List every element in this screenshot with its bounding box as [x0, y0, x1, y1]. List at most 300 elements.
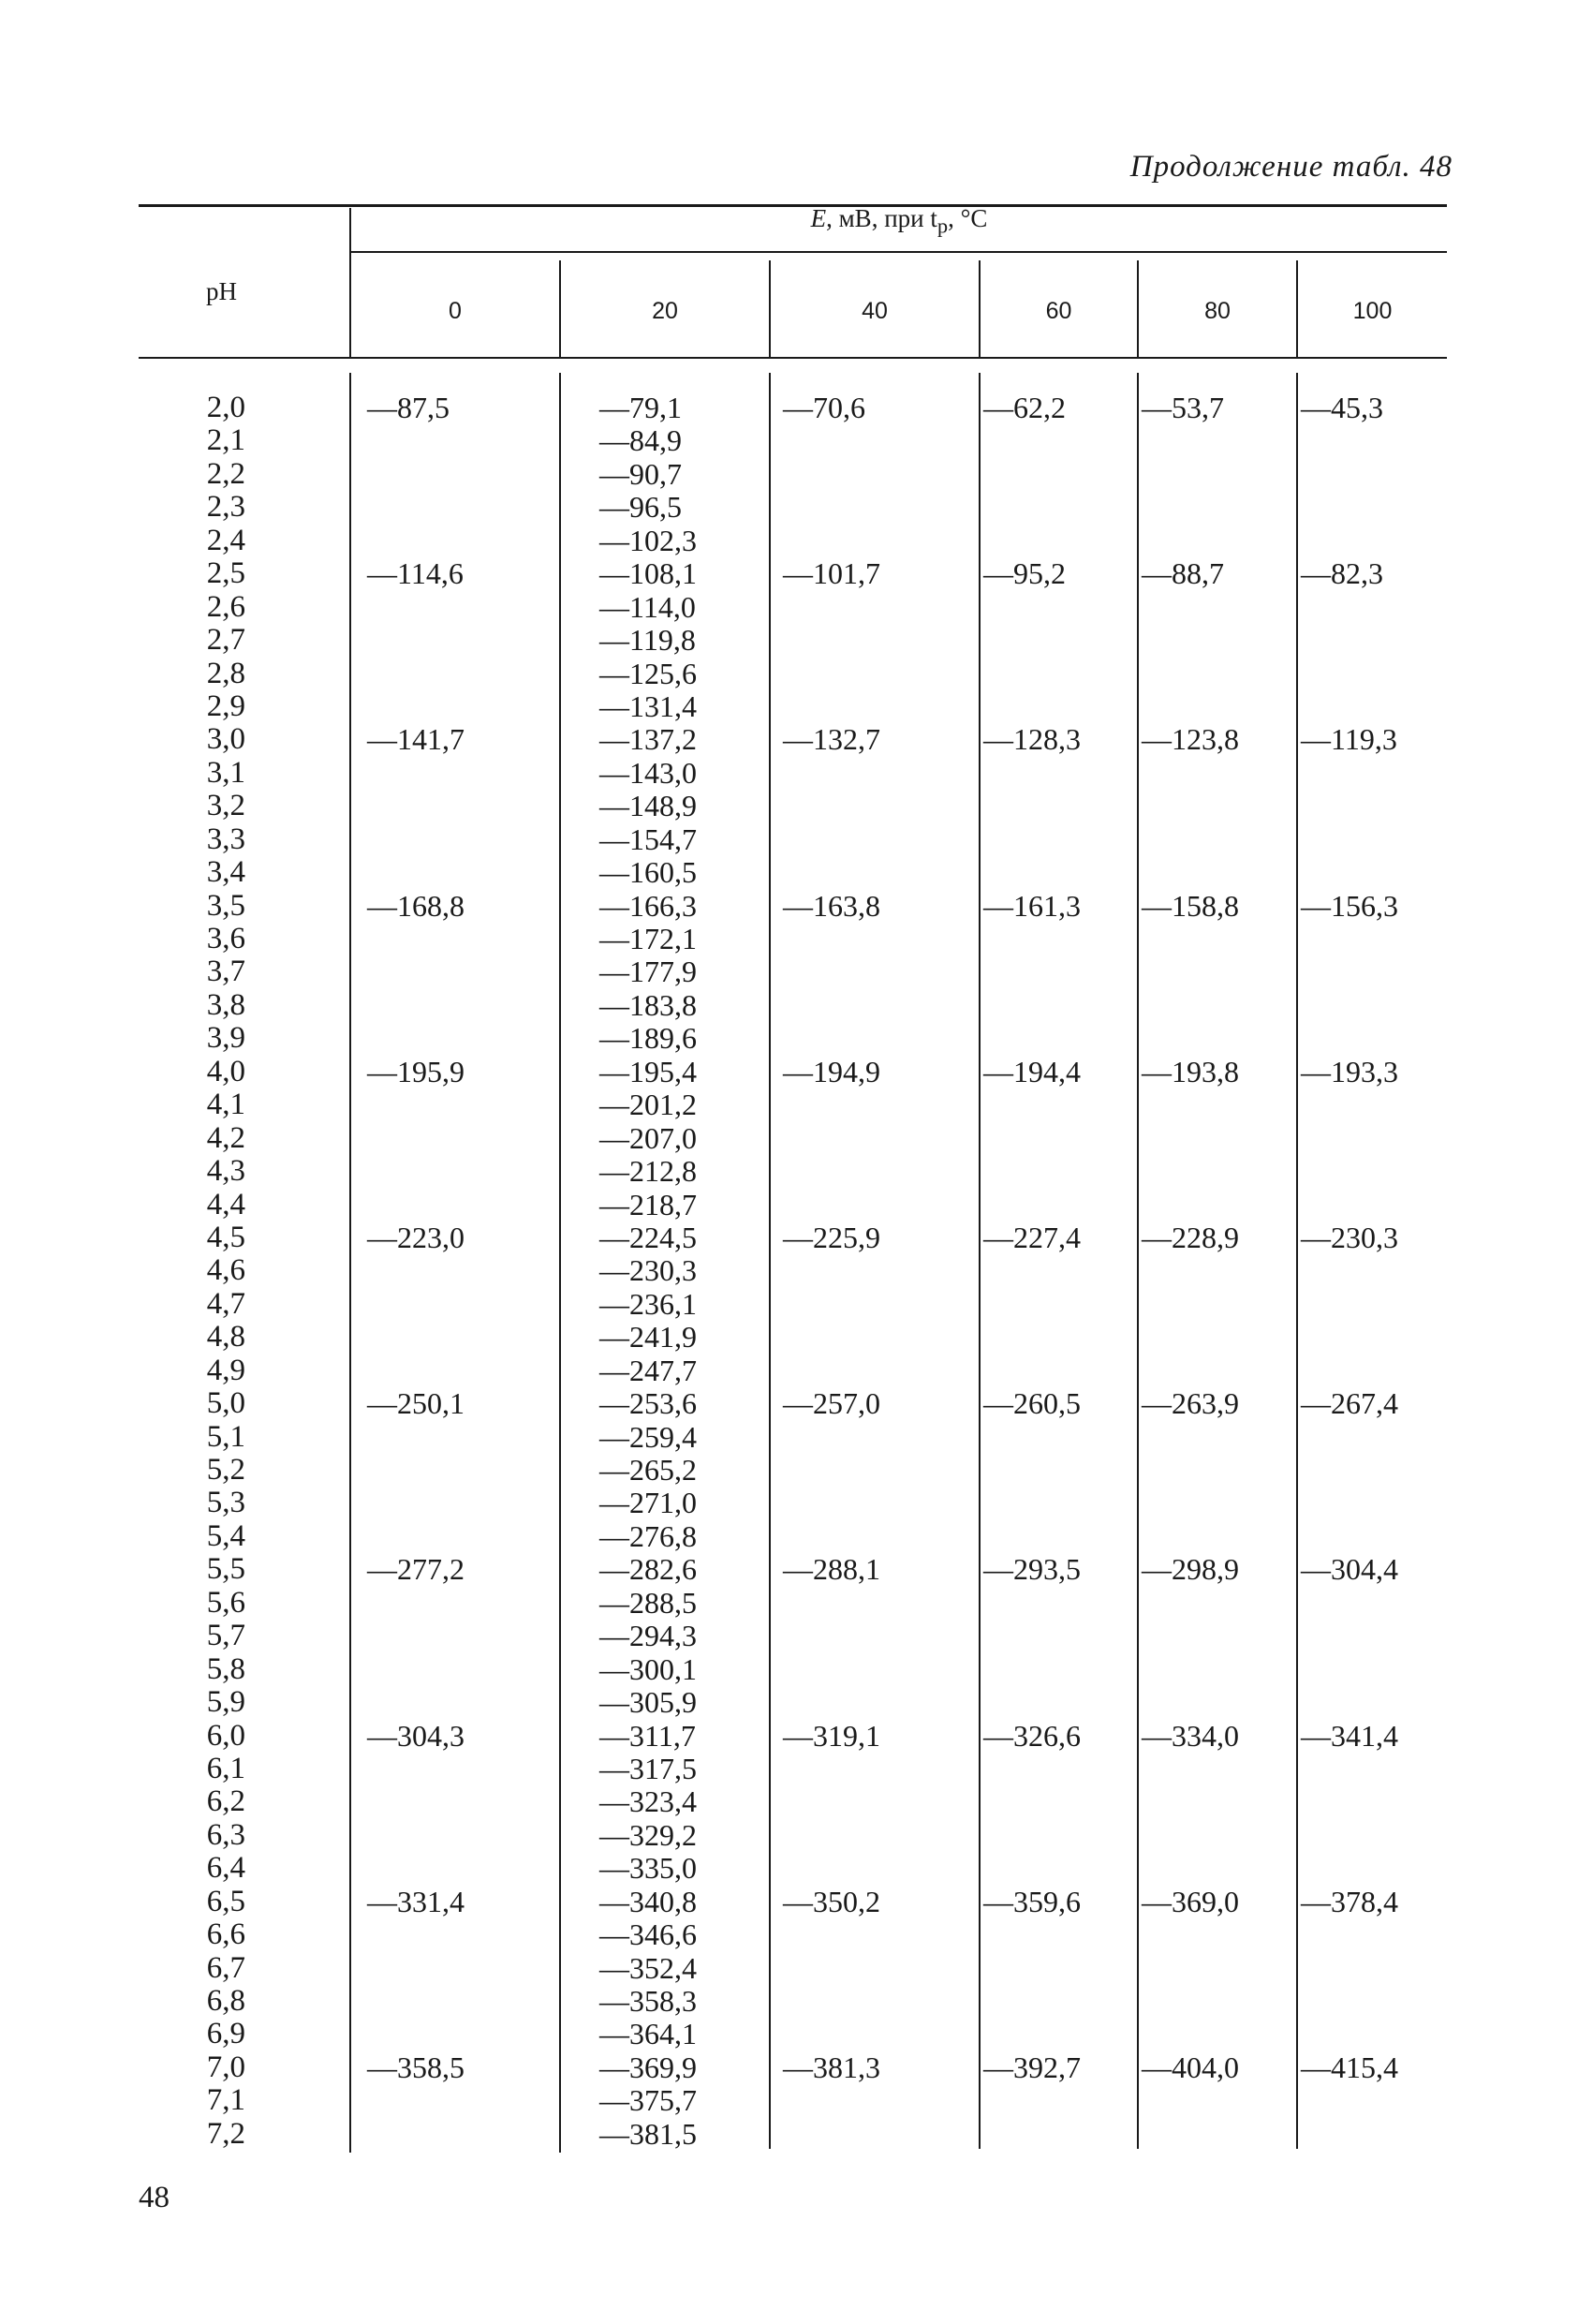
blank-cell: [1301, 1189, 1398, 1221]
blank-cell: [1142, 1620, 1239, 1652]
blank-cell: [1142, 1587, 1239, 1620]
value-cell: —267,4: [1301, 1386, 1398, 1421]
blank-cell: [983, 1785, 1081, 1818]
value-cell: —201,2: [599, 1088, 697, 1122]
value-cell: —359,6: [983, 1884, 1081, 1918]
value-cell: —340,8: [599, 1884, 697, 1918]
blank-cell: [367, 1653, 465, 1686]
blank-cell: [1301, 491, 1398, 524]
value-cell: —172,1: [599, 922, 697, 955]
value-cell: —236,1: [599, 1286, 697, 1321]
blank-cell: [367, 1620, 465, 1652]
blank-cell: [783, 1653, 880, 1686]
value-cell: —45,3: [1301, 391, 1383, 424]
value-cell: —62,2: [983, 391, 1066, 424]
value-cell: —88,7: [1142, 556, 1224, 591]
header-group-text: , мВ, при t: [826, 204, 937, 232]
ph-cell: 4,1: [206, 1088, 245, 1122]
blank-cell: [983, 989, 1081, 1022]
blank-cell: [1142, 1487, 1239, 1519]
blank-cell: [1301, 1620, 1398, 1652]
blank-cell: [1142, 1288, 1239, 1321]
value-cell: —96,5: [599, 490, 682, 525]
blank-cell: [1142, 624, 1239, 657]
column-t100: [1301, 392, 1398, 2084]
blank-cell: [367, 989, 465, 1022]
ph-cell: 3,5: [206, 888, 245, 923]
blank-cell: [983, 1354, 1081, 1387]
blank-cell: [1142, 591, 1239, 624]
value-cell: —230,3: [1301, 1220, 1398, 1254]
value-cell: —137,2: [599, 722, 697, 757]
blank-cell: [983, 1189, 1081, 1221]
blank-cell: [1301, 458, 1398, 491]
value-cell: —70,6: [783, 391, 865, 424]
blank-cell: [367, 757, 465, 790]
value-cell: —108,1: [599, 556, 697, 591]
blank-cell: [783, 491, 880, 524]
blank-cell: [367, 1852, 465, 1885]
blank-cell: [783, 1354, 880, 1387]
blank-cell: [783, 989, 880, 1022]
blank-cell: [1142, 1753, 1239, 1785]
column-t60: [983, 392, 1081, 2084]
blank-cell: [1142, 1321, 1239, 1354]
blank-cell: [367, 1254, 465, 1287]
blank-cell: [1142, 525, 1239, 557]
blank-cell: [1142, 1022, 1239, 1055]
table-caption: Продолжение табл. 48: [1129, 150, 1453, 184]
blank-cell: [1301, 923, 1398, 955]
body-divider-5: [1296, 373, 1298, 2149]
blank-cell: [1142, 856, 1239, 889]
blank-cell: [1301, 1520, 1398, 1553]
blank-cell: [983, 458, 1081, 491]
blank-cell: [367, 525, 465, 557]
blank-cell: [1301, 1354, 1398, 1387]
blank-cell: [983, 1587, 1081, 1620]
value-cell: —195,9: [367, 1054, 465, 1088]
value-cell: —319,1: [783, 1718, 880, 1753]
page-number: 48: [139, 2181, 170, 2214]
blank-cell: [1142, 2018, 1239, 2050]
blank-cell: [1142, 1454, 1239, 1487]
blank-cell: [367, 658, 465, 690]
blank-cell: [783, 690, 880, 723]
ph-cell: 4,9: [206, 1353, 245, 1387]
blank-cell: [1142, 1985, 1239, 2018]
blank-cell: [783, 1918, 880, 1951]
value-cell: —195,4: [599, 1054, 697, 1088]
blank-cell: [783, 525, 880, 557]
value-cell: —293,5: [983, 1552, 1081, 1587]
blank-cell: [1301, 1985, 1398, 2018]
blank-cell: [1142, 1785, 1239, 1818]
blank-cell: [367, 1155, 465, 1188]
blank-cell: [983, 1254, 1081, 1287]
ph-cell: 4,3: [206, 1154, 245, 1189]
blank-cell: [1142, 1852, 1239, 1885]
blank-cell: [1142, 1918, 1239, 1951]
value-cell: —415,4: [1301, 2050, 1398, 2084]
value-cell: —212,8: [599, 1154, 697, 1189]
value-cell: —247,7: [599, 1353, 697, 1387]
ph-cell: 4,2: [206, 1120, 245, 1155]
blank-cell: [783, 2018, 880, 2050]
blank-cell: [783, 1587, 880, 1620]
blank-cell: [783, 1785, 880, 1818]
blank-cell: [1301, 1122, 1398, 1155]
blank-cell: [983, 1288, 1081, 1321]
blank-cell: [783, 458, 880, 491]
header-subscript: р: [937, 214, 949, 238]
value-cell: —381,5: [599, 2116, 697, 2151]
ph-cell: 6,1: [206, 1751, 245, 1785]
blank-cell: [1142, 1254, 1239, 1287]
value-cell: —335,0: [599, 1851, 697, 1886]
blank-cell: [1142, 790, 1239, 822]
blank-cell: [983, 923, 1081, 955]
value-cell: —323,4: [599, 1784, 697, 1819]
value-cell: —304,3: [367, 1718, 465, 1753]
blank-cell: [1301, 624, 1398, 657]
ph-cell: 6,2: [206, 1784, 245, 1819]
value-cell: —230,3: [599, 1253, 697, 1288]
value-cell: —227,4: [983, 1220, 1081, 1254]
header-temp-60: 60: [1045, 298, 1072, 324]
value-cell: —381,3: [783, 2050, 880, 2084]
value-cell: —300,1: [599, 1651, 697, 1686]
blank-cell: [983, 1620, 1081, 1652]
value-cell: —334,0: [1142, 1718, 1239, 1753]
blank-cell: [783, 790, 880, 822]
blank-cell: [783, 1686, 880, 1719]
ph-cell: 2,4: [206, 523, 245, 557]
ph-column: [187, 392, 245, 2151]
value-cell: —189,6: [599, 1021, 697, 1056]
value-cell: —224,5: [599, 1220, 697, 1254]
blank-cell: [1301, 989, 1398, 1022]
ph-cell: 5,8: [206, 1651, 245, 1686]
blank-cell: [1142, 458, 1239, 491]
blank-cell: [983, 790, 1081, 822]
header-temp-40: 40: [862, 298, 888, 324]
blank-cell: [1301, 690, 1398, 723]
blank-cell: [367, 1022, 465, 1055]
value-cell: —304,4: [1301, 1552, 1398, 1587]
value-cell: —288,1: [783, 1552, 880, 1587]
blank-cell: [783, 1454, 880, 1487]
blank-cell: [367, 624, 465, 657]
value-cell: —193,3: [1301, 1054, 1398, 1088]
header-group-label: [351, 204, 1447, 238]
ph-cell: 3,2: [206, 789, 245, 823]
ph-cell: 2,2: [206, 456, 245, 491]
ph-cell: 5,4: [206, 1518, 245, 1553]
value-cell: —331,4: [367, 1884, 465, 1918]
ph-cell: 2,8: [206, 656, 245, 690]
column-t20: [599, 392, 697, 2151]
blank-cell: [367, 856, 465, 889]
value-cell: —375,7: [599, 2083, 697, 2118]
blank-cell: [983, 1753, 1081, 1785]
value-cell: —148,9: [599, 789, 697, 823]
ph-cell: 4,8: [206, 1320, 245, 1354]
ph-cell: 3,6: [206, 922, 245, 955]
header-e-symbol: E: [810, 204, 827, 232]
ph-cell: 6,8: [206, 1984, 245, 2018]
value-cell: —163,8: [783, 888, 880, 923]
blank-cell: [1301, 757, 1398, 790]
blank-cell: [1142, 757, 1239, 790]
ph-cell: 4,4: [206, 1187, 245, 1221]
blank-cell: [783, 1520, 880, 1553]
blank-cell: [1142, 1189, 1239, 1221]
blank-cell: [1301, 1088, 1398, 1121]
value-cell: —259,4: [599, 1419, 697, 1454]
blank-cell: [983, 856, 1081, 889]
header-ph: pH: [206, 277, 237, 305]
blank-cell: [367, 1122, 465, 1155]
blank-cell: [783, 1189, 880, 1221]
blank-cell: [367, 955, 465, 988]
blank-cell: [367, 1189, 465, 1221]
blank-cell: [783, 658, 880, 690]
value-cell: —161,3: [983, 888, 1081, 923]
blank-cell: [1301, 1918, 1398, 1951]
blank-cell: [783, 1088, 880, 1121]
value-cell: —53,7: [1142, 391, 1224, 424]
header-bottom-rule: [139, 357, 1447, 359]
value-cell: —84,9: [599, 423, 682, 458]
ph-cell: 4,6: [206, 1253, 245, 1288]
value-cell: —282,6: [599, 1552, 697, 1587]
blank-cell: [1301, 424, 1398, 457]
value-cell: —369,9: [599, 2050, 697, 2084]
blank-cell: [1301, 955, 1398, 988]
blank-cell: [367, 1952, 465, 1985]
blank-cell: [1301, 1852, 1398, 1885]
value-cell: —132,7: [783, 722, 880, 757]
ph-cell: 2,3: [206, 490, 245, 525]
ph-cell: 6,0: [206, 1718, 245, 1753]
value-cell: —102,3: [599, 523, 697, 557]
blank-cell: [1301, 823, 1398, 856]
blank-cell: [367, 491, 465, 524]
value-cell: —257,0: [783, 1386, 880, 1421]
blank-cell: [983, 624, 1081, 657]
ph-cell: 2,1: [206, 423, 245, 458]
value-cell: —263,9: [1142, 1386, 1239, 1421]
header-temp-0: 0: [449, 298, 462, 324]
blank-cell: [1142, 1421, 1239, 1454]
ph-cell: 5,1: [206, 1419, 245, 1454]
blank-cell: [1142, 1952, 1239, 1985]
blank-cell: [983, 1653, 1081, 1686]
body-divider-ph: [349, 373, 351, 2153]
value-cell: —183,8: [599, 987, 697, 1022]
blank-cell: [1301, 1022, 1398, 1055]
header-temp-20: 20: [652, 298, 678, 324]
value-cell: —168,8: [367, 888, 465, 923]
blank-cell: [367, 790, 465, 822]
ph-cell: 5,3: [206, 1486, 245, 1520]
ph-cell: 5,9: [206, 1685, 245, 1720]
blank-cell: [1301, 1487, 1398, 1519]
blank-cell: [367, 1753, 465, 1785]
blank-cell: [783, 1254, 880, 1287]
blank-cell: [1142, 424, 1239, 457]
ph-cell: 6,7: [206, 1950, 245, 1985]
value-cell: —218,7: [599, 1187, 697, 1221]
value-cell: —329,2: [599, 1817, 697, 1852]
value-cell: —154,7: [599, 822, 697, 856]
value-cell: —131,4: [599, 688, 697, 723]
blank-cell: [1142, 1653, 1239, 1686]
value-cell: —228,9: [1142, 1220, 1239, 1254]
value-cell: —141,7: [367, 722, 465, 757]
blank-cell: [1301, 1653, 1398, 1686]
blank-cell: [1142, 690, 1239, 723]
blank-cell: [983, 1918, 1081, 1951]
blank-cell: [983, 1088, 1081, 1121]
blank-cell: [367, 1354, 465, 1387]
value-cell: —341,4: [1301, 1718, 1398, 1753]
blank-cell: [783, 424, 880, 457]
blank-cell: [983, 1487, 1081, 1519]
ph-cell: 6,3: [206, 1817, 245, 1852]
blank-cell: [1301, 1454, 1398, 1487]
body-divider-2: [769, 373, 771, 2149]
blank-cell: [1301, 1952, 1398, 1985]
blank-cell: [983, 690, 1081, 723]
blank-cell: [1301, 1686, 1398, 1719]
blank-cell: [783, 1852, 880, 1885]
value-cell: —271,0: [599, 1486, 697, 1520]
blank-cell: [983, 1985, 1081, 2018]
ph-cell: 5,5: [206, 1552, 245, 1587]
ph-cell: 3,1: [206, 755, 245, 790]
blank-cell: [783, 1819, 880, 1852]
ph-cell: 7,2: [206, 2116, 245, 2151]
value-cell: —79,1: [599, 391, 682, 424]
value-cell: —87,5: [367, 391, 450, 424]
value-cell: —160,5: [599, 855, 697, 890]
blank-cell: [783, 1620, 880, 1652]
value-cell: —350,2: [783, 1884, 880, 1918]
blank-cell: [1142, 1686, 1239, 1719]
blank-cell: [367, 690, 465, 723]
blank-cell: [983, 1321, 1081, 1354]
value-cell: —82,3: [1301, 556, 1383, 591]
blank-cell: [783, 1753, 880, 1785]
ph-cell: 3,0: [206, 722, 245, 757]
header-unit: , °С: [948, 204, 988, 232]
blank-cell: [783, 1952, 880, 1985]
blank-cell: [1142, 1819, 1239, 1852]
value-cell: —358,5: [367, 2050, 465, 2084]
blank-cell: [1142, 491, 1239, 524]
header-temp-100: 100: [1352, 298, 1393, 324]
blank-cell: [1301, 658, 1398, 690]
blank-cell: [1142, 955, 1239, 988]
value-cell: —158,8: [1142, 888, 1239, 923]
blank-cell: [783, 856, 880, 889]
blank-cell: [1301, 790, 1398, 822]
value-cell: —277,2: [367, 1552, 465, 1587]
value-cell: —125,6: [599, 656, 697, 690]
value-cell: —225,9: [783, 1220, 880, 1254]
blank-cell: [983, 424, 1081, 457]
ph-cell: 5,7: [206, 1619, 245, 1653]
blank-cell: [1301, 525, 1398, 557]
value-cell: —358,3: [599, 1984, 697, 2018]
ph-cell: 2,5: [206, 556, 245, 591]
ph-cell: 4,7: [206, 1286, 245, 1321]
blank-cell: [983, 1686, 1081, 1719]
value-cell: —260,5: [983, 1386, 1081, 1421]
value-cell: —298,9: [1142, 1552, 1239, 1587]
ph-cell: 2,9: [206, 688, 245, 723]
blank-cell: [1301, 1753, 1398, 1785]
blank-cell: [367, 424, 465, 457]
blank-cell: [783, 1985, 880, 2018]
blank-cell: [367, 923, 465, 955]
ph-cell: 3,9: [206, 1021, 245, 1056]
value-cell: —101,7: [783, 556, 880, 591]
value-cell: —305,9: [599, 1685, 697, 1720]
value-cell: —194,4: [983, 1054, 1081, 1088]
blank-cell: [367, 1918, 465, 1951]
ph-cell: 3,8: [206, 987, 245, 1022]
value-cell: —114,6: [367, 556, 464, 591]
value-cell: —250,1: [367, 1386, 465, 1421]
blank-cell: [983, 1454, 1081, 1487]
blank-cell: [783, 591, 880, 624]
value-cell: —90,7: [599, 456, 682, 491]
blank-cell: [783, 1487, 880, 1519]
blank-cell: [983, 1022, 1081, 1055]
value-cell: —223,0: [367, 1220, 465, 1254]
blank-cell: [783, 1022, 880, 1055]
ph-cell: 2,6: [206, 589, 245, 624]
blank-cell: [983, 955, 1081, 988]
value-cell: —123,8: [1142, 722, 1239, 757]
blank-cell: [783, 757, 880, 790]
ph-cell: 6,4: [206, 1851, 245, 1886]
blank-cell: [1301, 1421, 1398, 1454]
blank-cell: [367, 1454, 465, 1487]
blank-cell: [783, 1155, 880, 1188]
value-cell: —166,3: [599, 888, 697, 923]
ph-cell: 3,7: [206, 955, 245, 989]
blank-cell: [783, 955, 880, 988]
ph-cell: 5,2: [206, 1453, 245, 1487]
ph-cell: 6,9: [206, 2017, 245, 2051]
ph-cell: 3,4: [206, 855, 245, 890]
value-cell: —311,7: [599, 1718, 696, 1753]
value-cell: —352,4: [599, 1950, 697, 1985]
blank-cell: [783, 923, 880, 955]
value-cell: —288,5: [599, 1585, 697, 1620]
ph-cell: 3,3: [206, 822, 245, 856]
column-t40: [783, 392, 880, 2084]
blank-cell: [983, 491, 1081, 524]
value-cell: —369,0: [1142, 1884, 1239, 1918]
blank-cell: [367, 1421, 465, 1454]
blank-cell: [367, 1288, 465, 1321]
ph-cell: 4,0: [206, 1054, 245, 1088]
